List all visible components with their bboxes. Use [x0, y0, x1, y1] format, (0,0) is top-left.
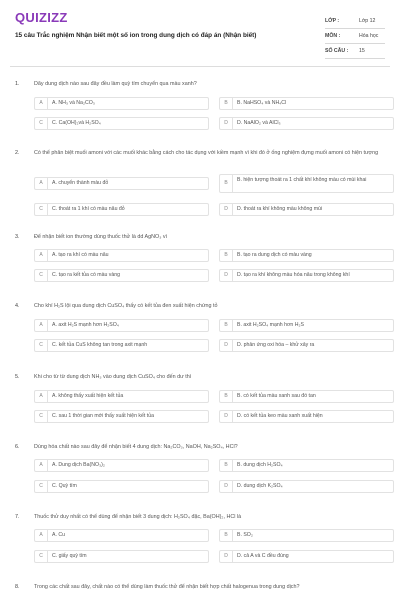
option-text: D. dung dịch K₂SO₄	[237, 483, 283, 489]
option-c[interactable]	[34, 269, 209, 282]
option-letter: A	[35, 98, 48, 109]
option-a[interactable]	[34, 319, 209, 332]
question-number: 3.	[15, 234, 20, 240]
option-text: C. tạo ra kết tủa có màu vàng	[52, 272, 121, 278]
question-number: 6.	[15, 444, 20, 450]
option-letter: D	[220, 481, 233, 492]
option-letter: A	[35, 460, 48, 471]
option-text: A. không thấy xuất hiện kết tủa	[52, 393, 124, 399]
option-letter: D	[220, 411, 233, 422]
option-c[interactable]	[34, 410, 209, 423]
question-text: Trong các chất sau đây, chất nào có thể dùng làm thuốc thử để nhận biết hợp chất halogenua trong dung dịch?	[34, 584, 300, 590]
option-letter: C	[35, 204, 48, 215]
quizizz-logo: QUIZIZZ	[15, 10, 68, 25]
option-letter: D	[220, 270, 233, 281]
option-text: C. giấy quỳ tím	[52, 553, 87, 559]
option-letter: A	[35, 320, 48, 331]
question	[15, 444, 390, 499]
page-title: 15 câu Trắc nghiệm Nhận biết một số ion trong dung dịch có đáp án (Nhận biết)	[15, 32, 257, 39]
question-text: Để nhận biết ion thường dùng thuốc thử là dd AgNO₃ vì	[34, 234, 168, 240]
option-b[interactable]	[219, 319, 394, 332]
option-text: D. NaAlO₂ và AlCl₃	[237, 120, 281, 126]
option-b[interactable]	[219, 459, 394, 472]
question-text: Dãy dung dịch nào sau đây đều làm quỳ tím chuyển qua màu xanh?	[34, 81, 197, 87]
option-c[interactable]	[34, 550, 209, 563]
option-text: D. tạo ra khí không màu hóa nâu trong không khí	[237, 272, 350, 278]
question-number: 8.	[15, 584, 20, 590]
option-a[interactable]	[34, 529, 209, 542]
option-letter: C	[35, 481, 48, 492]
option-text: A. axit H₂S mạnh hơn H₂SO₄	[52, 322, 119, 328]
question	[15, 81, 390, 131]
option-d[interactable]	[219, 550, 394, 563]
option-letter: A	[35, 178, 48, 189]
option-a[interactable]	[34, 177, 209, 190]
meta-table	[325, 14, 385, 59]
option-a[interactable]	[34, 459, 209, 472]
option-text: C. Quỳ tím	[52, 483, 77, 489]
question	[15, 303, 390, 358]
option-b[interactable]	[219, 249, 394, 262]
option-text: C. Ca(OH)₂và H₂SO₄	[52, 120, 101, 126]
option-d[interactable]	[219, 480, 394, 493]
meta-key: LỚP :	[325, 18, 340, 24]
option-letter: B	[220, 250, 233, 261]
meta-row-grade	[325, 14, 385, 29]
option-text: C. sau 1 thời gian mới thấy xuất hiện kết tủa	[52, 413, 154, 419]
option-letter: C	[35, 551, 48, 562]
option-b[interactable]	[219, 97, 394, 110]
question-number: 1.	[15, 81, 20, 87]
option-text: A. NH₃ và Na₂CO₃	[52, 100, 95, 106]
question-number: 7.	[15, 514, 20, 520]
header	[0, 0, 400, 64]
option-text: D. có kết tủa keo màu xanh xuất hiện	[237, 413, 323, 419]
option-letter: B	[220, 320, 233, 331]
question-text: Cho khí H₂S lội qua dung dịch CuSO₄ thấy có kết tủa đen xuất hiện chứng tỏ	[34, 303, 218, 309]
option-letter: D	[220, 204, 233, 215]
question-number: 2.	[15, 150, 20, 156]
option-a[interactable]	[34, 390, 209, 403]
option-letter: A	[35, 250, 48, 261]
option-letter: C	[35, 411, 48, 422]
option-text: A. Cu	[52, 532, 65, 538]
option-d[interactable]	[219, 269, 394, 282]
option-text: D. cả A và C đều đúng	[237, 553, 289, 559]
option-letter: B	[220, 391, 233, 402]
option-text: C. kết tủa CuS không tan trong axit mạnh	[52, 342, 148, 348]
question	[15, 374, 390, 429]
option-text: D. thoát ra khí không màu không mùi	[237, 206, 323, 212]
question-text: Khi cho từ từ dung dịch NH₃ vào dung dịch CuSO₄ cho đến dư thì	[34, 374, 192, 380]
option-text: A. tạo ra khí có màu nâu	[52, 252, 109, 258]
option-c[interactable]	[34, 339, 209, 352]
option-a[interactable]	[34, 97, 209, 110]
meta-value: 15	[359, 48, 365, 54]
option-text: B. SO₂	[237, 532, 253, 538]
question-number: 5.	[15, 374, 20, 380]
option-letter: B	[220, 460, 233, 471]
option-b[interactable]	[219, 174, 394, 193]
option-text: B. axit H₂SO₄ mạnh hơn H₂S	[237, 322, 304, 328]
option-text: A. chuyển thành màu đỏ	[52, 180, 109, 186]
option-letter: D	[220, 340, 233, 351]
option-letter: A	[35, 391, 48, 402]
option-text: C. thoát ra 1 khí có màu nâu đỏ	[52, 206, 125, 212]
question	[15, 150, 390, 220]
option-letter: C	[35, 270, 48, 281]
question-number: 4.	[15, 303, 20, 309]
question	[15, 514, 390, 569]
option-d[interactable]	[219, 410, 394, 423]
option-letter: A	[35, 530, 48, 541]
option-c[interactable]	[34, 203, 209, 216]
option-text: B. NaHSO₄ và NH₄Cl	[237, 100, 287, 106]
option-letter: C	[35, 118, 48, 129]
option-letter: B	[220, 175, 233, 192]
option-text: B. có kết tủa màu xanh sau đó tan	[237, 393, 316, 399]
header-divider	[10, 66, 390, 67]
option-d[interactable]	[219, 339, 394, 352]
meta-row-count	[325, 44, 385, 59]
meta-row-subject	[325, 29, 385, 44]
option-letter: D	[220, 551, 233, 562]
option-c[interactable]	[34, 480, 209, 493]
option-d[interactable]	[219, 117, 394, 130]
option-text: B. dung dịch H₂SO₄	[237, 462, 283, 468]
option-letter: B	[220, 530, 233, 541]
option-b[interactable]	[219, 390, 394, 403]
option-letter: D	[220, 118, 233, 129]
meta-value: Hóa học	[359, 33, 379, 39]
option-text: B. tạo ra dung dịch có màu vàng	[237, 252, 312, 258]
question	[15, 584, 390, 596]
option-text: D. phản ứng oxi hóa – khử xảy ra	[237, 342, 315, 348]
option-letter: B	[220, 98, 233, 109]
option-a[interactable]	[34, 249, 209, 262]
option-b[interactable]	[219, 529, 394, 542]
option-letter: C	[35, 340, 48, 351]
question-text: Có thể phân biệt muối amoni với các muối khác bằng cách cho tác dụng với kiềm mạnh vì khi đó ở ống nghiệm đựng muối amoni có hiện tượng	[34, 150, 379, 156]
meta-key: SỐ CÂU :	[325, 48, 349, 54]
option-d[interactable]	[219, 203, 394, 216]
question-text: Dùng hóa chất nào sau đây để nhận biết 4 dung dịch: Na₂CO₃, NaOH, Na₂SO₄, HCl?	[34, 444, 238, 450]
option-text: A. Dung dịch Ba(NO₃)₂	[52, 462, 105, 468]
question-text: Thuốc thử duy nhất có thể dùng để nhận biết 3 dung dịch: H₂SO₄ đặc, Ba(OH)₂, HCl là	[34, 514, 242, 520]
meta-value: Lớp 12	[359, 18, 376, 24]
option-c[interactable]	[34, 117, 209, 130]
meta-key: MÔN :	[325, 33, 341, 39]
option-text: B. hiện tượng thoát ra 1 chất khí không màu có mùi khai	[237, 177, 367, 183]
question	[15, 234, 390, 289]
